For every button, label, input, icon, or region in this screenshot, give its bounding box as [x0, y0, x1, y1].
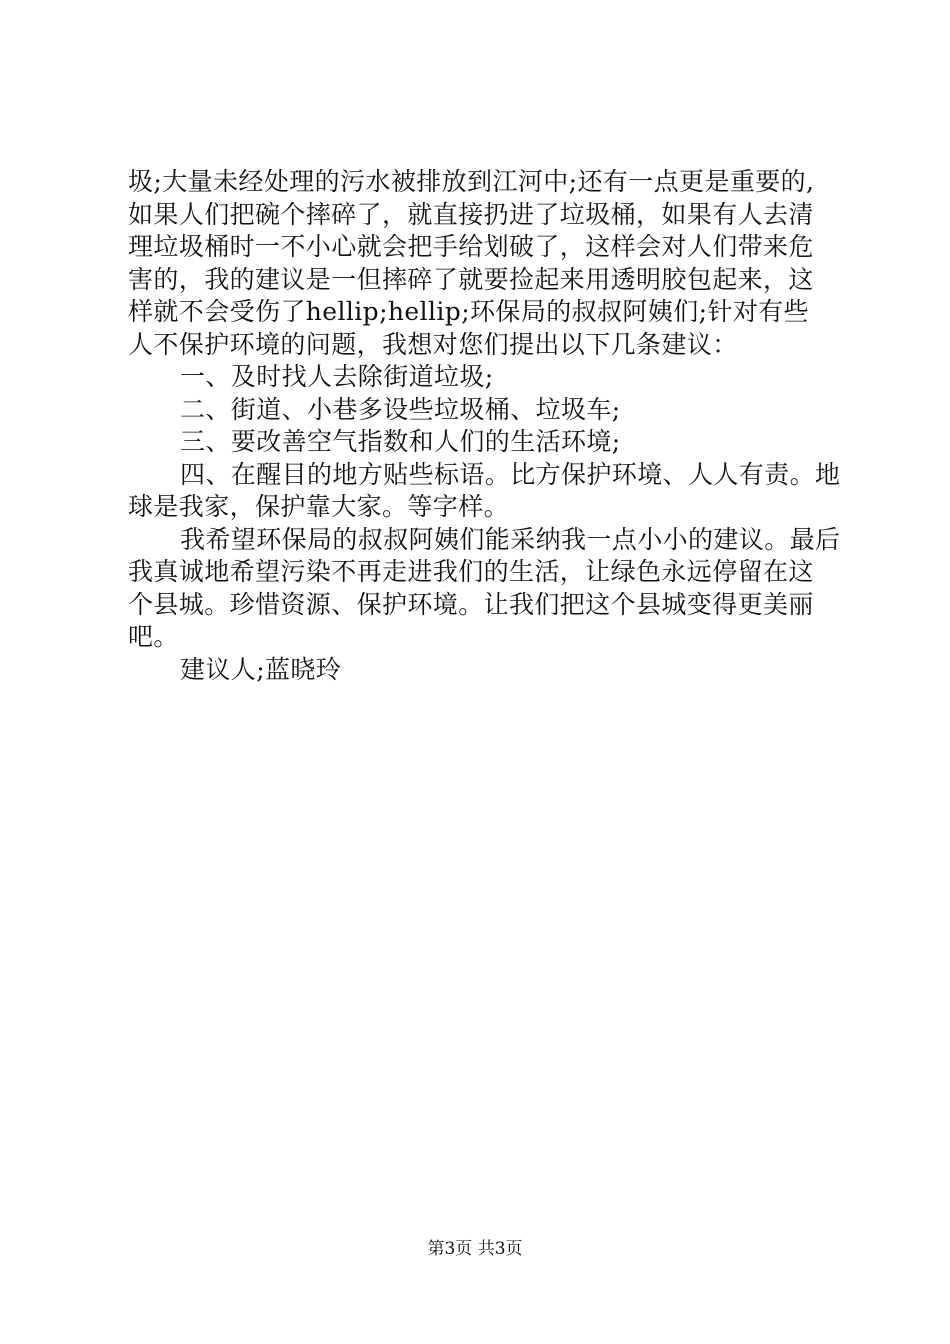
text-line: 球是我家，保护靠大家。等字样。: [128, 492, 510, 521]
list-item-2: 二、街道、小巷多设些垃圾桶、垃圾车;: [180, 394, 621, 424]
text-line: 人不保护环境的问题，我想对您们提出以下几条建议：: [128, 329, 738, 359]
page-number-footer: 第3页 共3页: [427, 1239, 523, 1259]
text-line: 吧。: [128, 622, 179, 651]
text-line: 如果人们把碗个摔碎了，就直接扔进了垃圾桶，如果有人去清: [128, 199, 814, 229]
closing-paragraph-start: 我希望环保局的叔叔阿姨们能采纳我一点小小的建议。最后: [180, 524, 841, 554]
text-line: 个县城。珍惜资源、保护环境。让我们把这个县城变得更美丽: [128, 589, 814, 619]
document-body: [128, 166, 841, 686]
list-item-3: 三、要改善空气指数和人们的生活环境;: [180, 427, 621, 456]
text-line: 圾;大量未经处理的污水被排放到江河中;还有一点更是重要的,: [128, 167, 815, 196]
text-line: 样就不会受伤了hellip;hellip;环保局的叔叔阿姨们;针对有些: [128, 297, 810, 326]
text-line: 我真诚地希望污染不再走进我们的生活，让绿色永远停留在这: [128, 557, 814, 586]
list-item-1: 一、及时找人去除街道垃圾;: [180, 362, 494, 391]
text-line: 理垃圾桶时一不小心就会把手给划破了，这样会对人们带来危: [128, 232, 814, 261]
signature-line: 建议人;蓝晓玲: [180, 654, 342, 684]
list-item-4: 四、在醒目的地方贴些标语。比方保护环境、人人有责。地: [180, 459, 841, 489]
text-line: 害的，我的建议是一但摔碎了就要捡起来用透明胶包起来，这: [128, 264, 814, 294]
